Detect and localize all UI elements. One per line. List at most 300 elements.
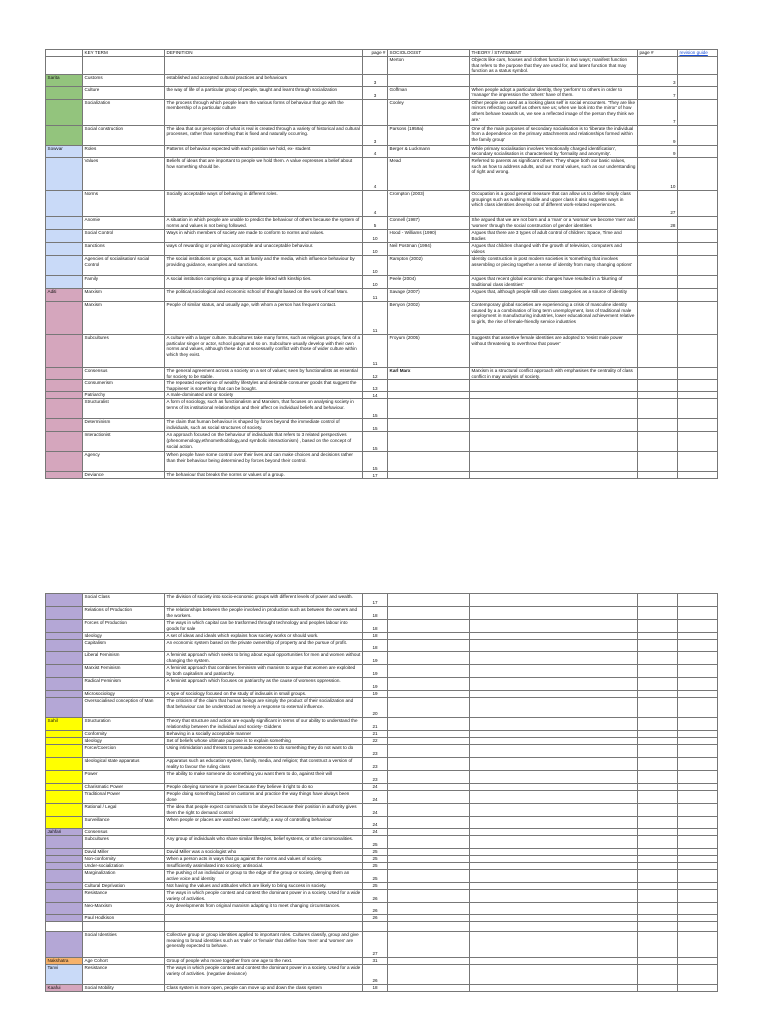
revision-cell (678, 367, 718, 379)
page-number-cell: 24 (363, 804, 388, 817)
theory-cell (470, 784, 638, 791)
theory-cell (470, 804, 638, 817)
page-number-cell: 18 (363, 640, 388, 652)
student-name-cell (46, 157, 83, 190)
theory-cell: One of the main purposes of secondary socialisation is to 'liberate the individual from a dependence on the primary attachments and relationships formed within the family group' (470, 125, 638, 145)
sociologist-cell (388, 678, 470, 691)
key-term-cell: Family (83, 275, 165, 288)
theory-cell (470, 863, 638, 870)
key-term-cell: Ideology (83, 738, 165, 745)
student-name-cell (46, 419, 83, 432)
theory-cell: Other people are used as a looking glass self in social encounters. 'They are like mirrors reflecting ourself as others see us; when we look into the mirror' of how others behave towards us, we see a reflected image of the person they think we are.' (470, 99, 638, 125)
revision-cell (678, 804, 718, 817)
theory-cell (470, 791, 638, 804)
sociologist-cell (388, 691, 470, 698)
sociologist-cell (388, 829, 470, 836)
glossary-row (46, 903, 718, 915)
definition-cell: Beliefs of ideas that are important to people we hold them. A value expresses a belief about how something should be. (165, 157, 363, 190)
definition-cell: The criticism of the claim that human beings are simply the product of their socialization and that behaviour can be understood as merely a response to external influence. (165, 698, 363, 718)
theory-cell: Objects like cars, houses and clothes function in two ways; manifest function that refers to the purpose that they are used for, and latent function that may function as a status symbol. (470, 57, 638, 75)
sociologist-cell: Neil Postman (1994) (388, 242, 470, 255)
glossary-row (46, 145, 718, 157)
theory-page-cell (638, 691, 678, 698)
page-number-cell: 25 (363, 836, 388, 849)
key-term-cell: Power (83, 771, 165, 784)
theory-cell (470, 985, 638, 992)
key-term-cell: Ideology (83, 633, 165, 640)
key-term-cell: Sanctions (83, 242, 165, 255)
key-term-cell: Under-socialization (83, 863, 165, 870)
theory-cell: Referred to parents as significant others. They shape both our basic values, such as how to address adults, and our moral values, such as our understanding of right and wrong. (470, 157, 638, 190)
glossary-row (46, 856, 718, 863)
theory-cell (470, 607, 638, 620)
glossary-row (46, 57, 718, 75)
definition-cell: When a person acts in ways that go against the norms and values of society. (165, 856, 363, 863)
page-number-cell: 25 (363, 870, 388, 883)
sociologist-cell (388, 665, 470, 678)
sociologist-cell (388, 965, 470, 985)
key-term-cell: Structuration (83, 718, 165, 731)
definition-cell: Set of beliefs whose ultimate purpose is to explain something (165, 738, 363, 745)
theory-cell: Contemporary global societies are experiencing a crisis of masculine identity caused by a a combination of long term unemployment, loss of traditional male employment in manufacturing industries, lower educational achievement relative to girls, the rise of female-friendly service industries (470, 301, 638, 334)
student-name-cell (46, 922, 83, 932)
revision-guide-link[interactable]: revision guide (678, 50, 718, 57)
theory-cell (470, 594, 638, 607)
header-row (46, 50, 718, 57)
glossary-row (46, 275, 718, 288)
key-term-cell: Neo-Marxism (83, 903, 165, 915)
page-number-cell: 24 (363, 791, 388, 804)
theory-cell (470, 452, 638, 472)
sociologist-cell (388, 698, 470, 718)
page-number-cell: 24 (363, 829, 388, 836)
page-number-cell: 19 (363, 652, 388, 665)
definition-cell: Patterns of behaviour expected with each position we hold, ex- student (165, 145, 363, 157)
theory-cell (470, 915, 638, 922)
sociologist-cell (388, 890, 470, 903)
student-name-cell (46, 698, 83, 718)
theory-cell (470, 380, 638, 392)
theory-cell (470, 870, 638, 883)
page-number-cell: 23 (363, 758, 388, 771)
theory-cell: She argued that we are not born and a 'man' or a 'woman' we become 'men' and 'women' through the social construction of gender identities (470, 216, 638, 229)
sociologist-cell (388, 731, 470, 738)
theory-cell (470, 665, 638, 678)
definition-cell: The political,sociological and economic school of thought based on the work of Karl Marx. (165, 288, 363, 301)
definition-cell: A situation in which people are unable to predict the behaviour of others because the system of norms and values is not being followed. (165, 216, 363, 229)
theory-cell: Argues that, although people still use class categories as a source of identity (470, 288, 638, 301)
definition-cell: A feminist approach which focuses on patriarchy as the cause of womens oppression. (165, 678, 363, 691)
revision-cell (678, 784, 718, 791)
key-term-cell: Culture (83, 86, 165, 99)
theory-page-cell (638, 771, 678, 784)
theory-page-cell (638, 652, 678, 665)
sociologist-cell: Goffman (388, 86, 470, 99)
glossary-row (46, 633, 718, 640)
page-number-cell: 11 (363, 288, 388, 301)
theory-cell (470, 640, 638, 652)
header-theory: THEORY / STATEMENT (470, 50, 638, 57)
definition-cell: The ability to make someone do something you want them to do, against their will (165, 771, 363, 784)
student-name-cell (46, 367, 83, 379)
sociologist-cell (388, 392, 470, 399)
page-number-cell: 11 (363, 334, 388, 367)
theory-page-cell (638, 419, 678, 432)
student-name-cell (46, 836, 83, 849)
theory-page-cell (638, 883, 678, 890)
definition-cell: When people have some control over their lives and can make choices and decisions rather than their behaviour being determined by forces beyond their control. (165, 452, 363, 472)
revision-cell (678, 829, 718, 836)
revision-cell (678, 242, 718, 255)
glossary-row (46, 883, 718, 890)
theory-cell (470, 678, 638, 691)
revision-cell (678, 640, 718, 652)
student-name-cell (46, 731, 83, 738)
page-number-cell: 26 (363, 965, 388, 985)
student-name-cell (46, 691, 83, 698)
page-number-cell: 25 (363, 849, 388, 856)
theory-page-cell (638, 829, 678, 836)
theory-page-cell (638, 890, 678, 903)
revision-cell (678, 380, 718, 392)
revision-cell (678, 288, 718, 301)
theory-cell (470, 965, 638, 985)
definition-cell: Insufficiently assimilated into society; antisocial. (165, 863, 363, 870)
student-name-cell (46, 745, 83, 758)
page-number-cell: 3 (363, 125, 388, 145)
page-number-cell: 19 (363, 691, 388, 698)
definition-cell: A form of sociology, such as functionalism and Marxism, that focuses on analysing society in terms of its institutional relationships and their affect on individual beliefs and behaviour. (165, 399, 363, 419)
theory-page-cell (638, 836, 678, 849)
theory-page-cell (638, 607, 678, 620)
revision-cell (678, 125, 718, 145)
key-term-cell: Cultural Deprivation (83, 883, 165, 890)
definition-cell: A type of sociology focused on the study of indivuals in small groups. (165, 691, 363, 698)
key-term-cell: Force/Coercion (83, 745, 165, 758)
sociologist-cell: Savage (2007) (388, 288, 470, 301)
theory-page-cell (638, 57, 678, 75)
definition-cell: People of similar status, and usually age, with whom a person has frequent contact. (165, 301, 363, 334)
theory-cell (470, 883, 638, 890)
page-number-cell: 15 (363, 419, 388, 432)
sociologist-cell (388, 633, 470, 640)
key-term-cell: Subcultures (83, 836, 165, 849)
definition-cell: An economic system based on the private ownership of property and the pursue of profit. (165, 640, 363, 652)
glossary-row (46, 472, 718, 479)
header-sociologist: SOCIOLOGIST (388, 50, 470, 57)
key-term-cell: Surveillance (83, 817, 165, 829)
sociologist-cell (388, 758, 470, 771)
theory-page-cell (638, 965, 678, 985)
theory-page-cell (638, 856, 678, 863)
revision-cell (678, 275, 718, 288)
sociologist-cell (388, 452, 470, 472)
theory-cell: Argues that there are 3 types of adult control of children: Space, Time and Bodies (470, 229, 638, 242)
definition-cell: Collective group or group identities applied to important roles. Cultures classify, group and give meaning to broad identities such as 'male' or 'female' that define how 'men' and 'women' are generally expected to behave. (165, 932, 363, 958)
revision-cell (678, 678, 718, 691)
glossary-row (46, 607, 718, 620)
page-number-cell: 26 (363, 903, 388, 915)
revision-cell (678, 432, 718, 452)
theory-cell: When people adopt a particular identity, they 'perform' to others in order to 'manage' the impression the 'others' have of them. (470, 86, 638, 99)
key-term-cell: Consumerism (83, 380, 165, 392)
student-name-cell (46, 86, 83, 99)
sociologist-cell: Connell (1987) (388, 216, 470, 229)
key-term-cell: Social construction (83, 125, 165, 145)
student-name-cell (46, 849, 83, 856)
glossary-row (46, 731, 718, 738)
student-name-cell (46, 870, 83, 883)
revision-cell (678, 607, 718, 620)
key-term-cell: Anomie (83, 216, 165, 229)
definition-cell (165, 922, 363, 932)
definition-cell: Ways in which members of society are made to conform to norms and values. (165, 229, 363, 242)
glossary-row (46, 932, 718, 958)
sociologist-cell: Rampton (2002) (388, 255, 470, 275)
glossary-row (46, 771, 718, 784)
glossary-row (46, 125, 718, 145)
revision-cell (678, 965, 718, 985)
definition-cell: established and accepted cultural practices and behaviours (165, 74, 363, 86)
theory-page-cell (638, 915, 678, 922)
revision-cell (678, 255, 718, 275)
revision-cell (678, 915, 718, 922)
revision-cell (678, 652, 718, 665)
glossary-row (46, 922, 718, 932)
page-number-cell: 4 (363, 190, 388, 216)
student-name-cell (46, 607, 83, 620)
definition-cell: Using intimidation and threats to persuade someone to do something they do not want to do (165, 745, 363, 758)
theory-cell (470, 958, 638, 965)
student-name-cell (46, 804, 83, 817)
theory-page-cell (638, 640, 678, 652)
sociologist-cell (388, 958, 470, 965)
theory-cell (470, 691, 638, 698)
revision-cell (678, 738, 718, 745)
glossary-row (46, 392, 718, 399)
theory-page-cell (638, 784, 678, 791)
page-number-cell: 13 (363, 380, 388, 392)
theory-page-cell (638, 932, 678, 958)
sociologist-cell: Benyon (2002) (388, 301, 470, 334)
key-term-cell: Resistance (83, 965, 165, 985)
sociologist-cell (388, 718, 470, 731)
definition-cell: A feminist approach that combines feminism with marxism to argue that women are exploited by both capitalism and patriarchy. (165, 665, 363, 678)
student-name-cell (46, 190, 83, 216)
theory-page-cell (638, 863, 678, 870)
sociologist-cell (388, 620, 470, 633)
revision-cell (678, 771, 718, 784)
revision-cell (678, 958, 718, 965)
student-name-cell: Tanvi (46, 965, 83, 985)
key-term-cell: Ideological state apparatus (83, 758, 165, 771)
definition-cell: People obeying someone in power because they believe it right to do so (165, 784, 363, 791)
theory-cell (470, 771, 638, 784)
glossary-row (46, 965, 718, 985)
sociologist-cell (388, 849, 470, 856)
revision-cell (678, 870, 718, 883)
header-key-term: KEY TERM (83, 50, 165, 57)
page-number-cell: 21 (363, 731, 388, 738)
key-term-cell: Subcultures (83, 334, 165, 367)
theory-cell: Suggests that assertive female identities are adopted to 'resist male power without threatening to overthrow that power' (470, 334, 638, 367)
theory-page-cell (638, 367, 678, 379)
theory-cell (470, 392, 638, 399)
student-name-cell (46, 738, 83, 745)
sociologist-cell (388, 883, 470, 890)
key-term-cell: Age Cohort (83, 958, 165, 965)
key-term-cell: Social Identities (83, 932, 165, 958)
theory-cell (470, 652, 638, 665)
glossary-row (46, 380, 718, 392)
student-name-cell (46, 334, 83, 367)
page-number-cell: 10 (363, 255, 388, 275)
glossary-row (46, 288, 718, 301)
glossary-row (46, 190, 718, 216)
theory-cell: Occupation is a good general measure that can allow us to define simply class groupings such as walking middle and upper class it also suggests ways in which class identities develop out of different work-related experiences. (470, 190, 638, 216)
sociologist-cell: Peele (2004) (388, 275, 470, 288)
key-term-cell: Values (83, 157, 165, 190)
theory-cell: While primary socialisation involves 'emotionally charged identification', secondary socialisation is characterised by 'formality and anonymity'. (470, 145, 638, 157)
theory-cell (470, 758, 638, 771)
revision-cell (678, 301, 718, 334)
revision-cell (678, 594, 718, 607)
theory-page-cell (638, 229, 678, 242)
sociologist-cell (388, 745, 470, 758)
page-number-cell: 15 (363, 452, 388, 472)
sociologist-cell: Cooley (388, 99, 470, 125)
theory-page-cell (638, 392, 678, 399)
sociologist-cell (388, 863, 470, 870)
theory-page-cell (638, 745, 678, 758)
definition-cell: The relationships between the people involved in production such as between the owners and the workers. (165, 607, 363, 620)
student-name-cell (46, 452, 83, 472)
definition-cell: The ways in which people contest and contest the dominant power in a society. Used for a wide variety of activities. (negative deviance) (165, 965, 363, 985)
theory-cell: Argues that recent global economic changes have resulted in a 'blurring of traditional class identities' (470, 275, 638, 288)
theory-cell (470, 922, 638, 932)
revision-cell (678, 190, 718, 216)
revision-cell (678, 745, 718, 758)
theory-page-cell (638, 633, 678, 640)
glossary-row (46, 698, 718, 718)
student-name-cell (46, 633, 83, 640)
theory-cell (470, 829, 638, 836)
sociologist-cell (388, 652, 470, 665)
definition-cell: Group of people who move together from one age to the next. (165, 958, 363, 965)
glossary-row (46, 665, 718, 678)
glossary-table-bottom (45, 593, 718, 992)
glossary-row (46, 229, 718, 242)
student-name-cell (46, 275, 83, 288)
page-number-cell: 14 (363, 392, 388, 399)
sociologist-cell (388, 594, 470, 607)
student-name-cell (46, 758, 83, 771)
theory-cell (470, 932, 638, 958)
page-number-cell: 10 (363, 242, 388, 255)
theory-cell (470, 890, 638, 903)
glossary-row (46, 594, 718, 607)
theory-cell (470, 856, 638, 863)
page-number-cell: 12 (363, 367, 388, 379)
theory-page-cell: 7 (638, 86, 678, 99)
theory-page-cell (638, 985, 678, 992)
theory-page-cell: 9 (638, 125, 678, 145)
definition-cell: The idea that people expect commands to be obeyed because their position in authority gives them the right to demand control (165, 804, 363, 817)
student-name-cell (46, 380, 83, 392)
definition-cell: The repeated experience of wealthy lifestyles and desirable consumer goods that suggest the 'happiness' is something that can be bought. (165, 380, 363, 392)
glossary-row (46, 791, 718, 804)
glossary-table-top (45, 49, 718, 479)
student-name-cell (46, 915, 83, 922)
theory-page-cell (638, 698, 678, 718)
glossary-row (46, 817, 718, 829)
glossary-row (46, 301, 718, 334)
theory-cell (470, 817, 638, 829)
definition-cell: A male-dominated unit or society (165, 392, 363, 399)
student-name-cell (46, 57, 83, 75)
glossary-row (46, 216, 718, 229)
sociologist-cell (388, 922, 470, 932)
theory-page-cell (638, 804, 678, 817)
sociologist-cell: Crompton (2003) (388, 190, 470, 216)
sociologist-cell (388, 932, 470, 958)
theory-page-cell: 28 (638, 216, 678, 229)
theory-cell (470, 745, 638, 758)
definition-cell: Not having the values and attitudes which are likely to bring success in society. (165, 883, 363, 890)
page-number-cell: 4 (363, 145, 388, 157)
glossary-row (46, 74, 718, 86)
revision-cell (678, 849, 718, 856)
definition-cell: The general agreement across a society on a set of values; seen by functionalists as essential for society to be stable. (165, 367, 363, 379)
key-term-cell: Socialization (83, 99, 165, 125)
page-number-cell: 24 (363, 784, 388, 791)
theory-cell (470, 903, 638, 915)
definition-cell: When people or places are watched over carefully; a way of controlling behaviour (165, 817, 363, 829)
glossary-row (46, 738, 718, 745)
glossary-row (46, 849, 718, 856)
theory-page-cell (638, 922, 678, 932)
glossary-row (46, 652, 718, 665)
definition-cell: the way of life of a particular group of people, taught and learnt through socialization (165, 86, 363, 99)
key-term-cell: Forces of Production (83, 620, 165, 633)
glossary-row (46, 678, 718, 691)
key-term-cell: Marginalization (83, 870, 165, 883)
definition-cell: Theory that structure and action are equally significant in terms of our ability to understand the relationship between the individual and society- Giddens (165, 718, 363, 731)
glossary-row (46, 804, 718, 817)
revision-cell (678, 731, 718, 738)
theory-cell (470, 731, 638, 738)
theory-page-cell: 9 (638, 145, 678, 157)
revision-cell (678, 922, 718, 932)
revision-cell (678, 836, 718, 849)
theory-page-cell (638, 870, 678, 883)
page-number-cell: 10 (363, 275, 388, 288)
page-number-cell: 22 (363, 738, 388, 745)
page-number-cell: 5 (363, 216, 388, 229)
definition-cell: The ways in which capital can be trasformed throught technology and peoples labour into goods for sale (165, 620, 363, 633)
definition-cell: Apparatus such as education system, family, media, and religion; that construct a version of reality to favour the ruling class (165, 758, 363, 771)
glossary-row (46, 958, 718, 965)
theory-cell (470, 698, 638, 718)
sociologist-cell (388, 432, 470, 452)
student-name-cell (46, 242, 83, 255)
page-number-cell: 31 (363, 958, 388, 965)
definition-cell: The ways in which people contest and contest the dominant power in a society. Used for a wide variety of activities. (165, 890, 363, 903)
revision-cell (678, 157, 718, 190)
student-name-cell (46, 594, 83, 607)
sociologist-cell (388, 607, 470, 620)
key-term-cell: Microsociology (83, 691, 165, 698)
